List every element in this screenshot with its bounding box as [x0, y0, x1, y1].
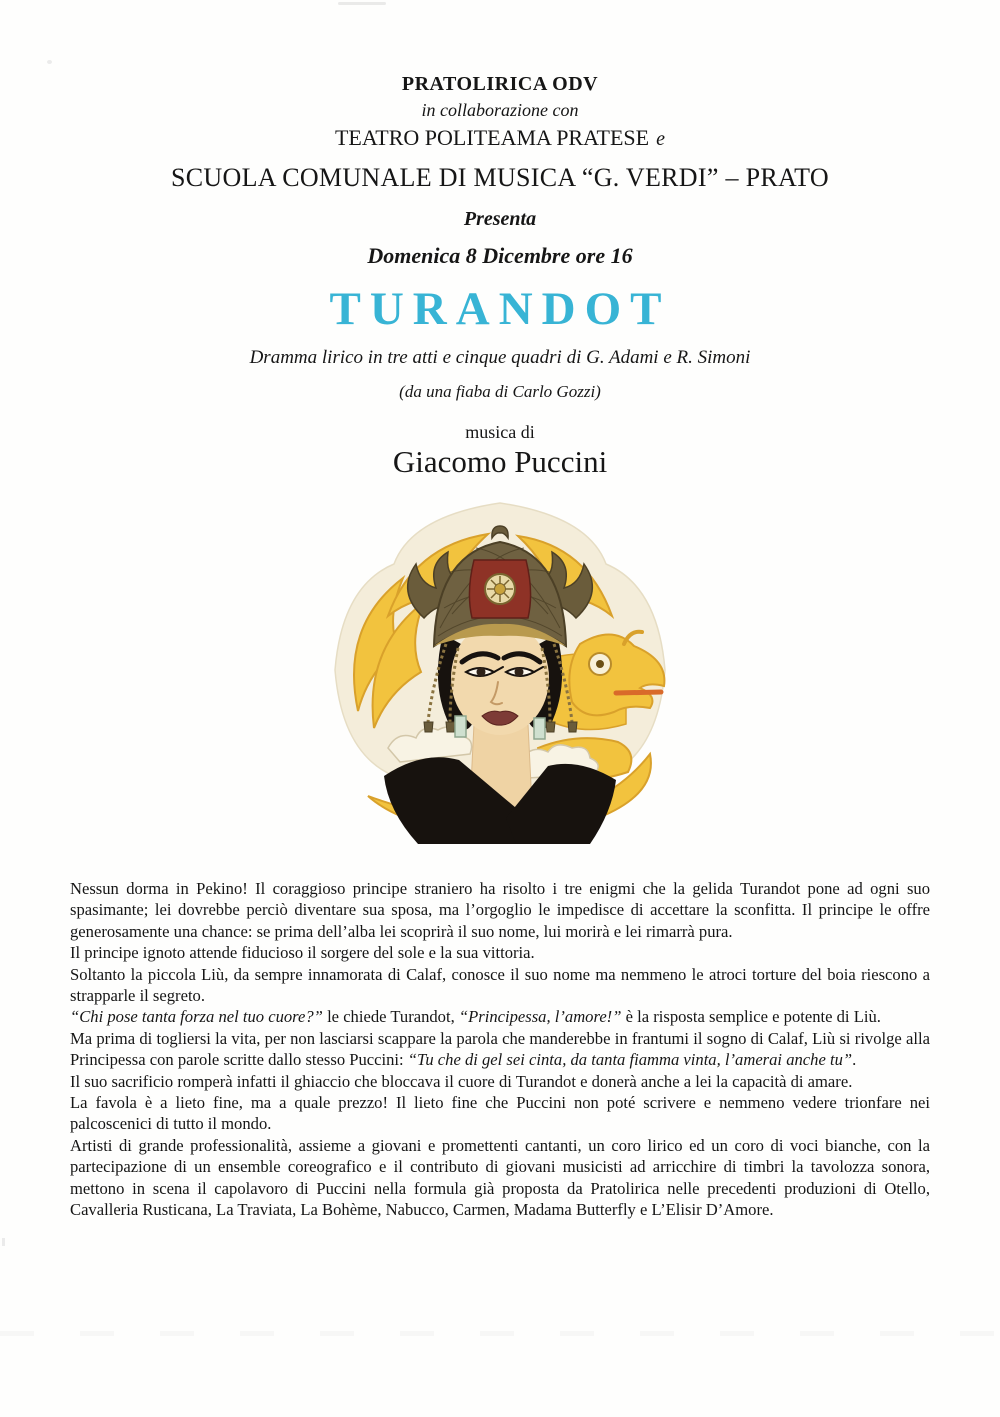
scan-artifact [2, 1238, 5, 1246]
synopsis-text-segment: Ma prima di togliersi la vita, per non lasciarsi scappare la parola che manderebbe in frantumi il sogno di Calaf, Liù si rivolge alla Principessa con parole scritte dallo stesso Puccini: [70, 1028, 930, 1070]
synopsis-paragraph [70, 1135, 930, 1221]
organization-name: PRATOLIRICA ODV [401, 73, 599, 95]
synopsis-text-segment: “Chi pose tanta forza nel tuo cuore?” [70, 1007, 323, 1027]
headdress-medallion [485, 574, 515, 604]
jade-earring-right [534, 718, 545, 739]
composer-name: Giacomo Puccini [392, 444, 608, 479]
synopsis [70, 878, 930, 1221]
partner-conjunction: e [656, 128, 665, 150]
event-date: Domenica 8 Dicembre ore 16 [367, 243, 633, 268]
jade-earring-left [455, 716, 466, 737]
synopsis-paragraph [70, 878, 930, 942]
synopsis-paragraph [70, 1071, 930, 1092]
synopsis-text-segment: Nessun dorma in Pekino! Il coraggioso principe straniero ha risolto i tre enigmi che la gelida Turandot pone ad ogni suo spasimante; lei dovrebbe perciò diventare sua sposa, ma l’orgoglio le impedisce di accettare la sconfitta. Il principe le offre generosamente una chance: se prima dell’alba lei scoprirà il suo nome, lui morirà e lei rimarrà pura. [70, 879, 930, 941]
synopsis-text-segment: le chiede Turandot, [322, 1007, 459, 1027]
partner-theatre: TEATRO POLITEAMA PRATESE [334, 125, 650, 150]
music-by-label: musica di [465, 422, 535, 442]
synopsis-text-segment: . [852, 1050, 857, 1070]
synopsis-paragraph [70, 942, 930, 963]
synopsis-text-segment: Il principe ignoto attende fiducioso il sorgere del sole e la sua vittoria. [70, 943, 535, 963]
synopsis-paragraph [70, 964, 930, 1007]
synopsis-text-segment: “Tu che di gel sei cinta, da tanta fiamma vinta, l’amerai anche tu” [407, 1050, 853, 1070]
synopsis-text-segment: Soltanto la piccola Liù, da sempre innamorata di Calaf, conosce il suo nome ma nemmeno le atroci torture del boia riescono a strapparle il segreto. [70, 964, 930, 1006]
synopsis-paragraph [70, 1006, 930, 1027]
partner-music-school: SCUOLA COMUNALE DI MUSICA “G. VERDI” – PRATO [171, 163, 829, 192]
presents-label: Presenta [463, 208, 537, 230]
opera-source-note: (da una fiaba di Carlo Gozzi) [399, 382, 601, 401]
scan-artifact [0, 1331, 1000, 1336]
synopsis-text-segment: Il suo sacrificio romperà infatti il ghiaccio che bloccava il cuore di Turandot e donerà anche a lei la capacità di amare. [70, 1071, 853, 1091]
synopsis-text-segment: Artisti di grande professionalità, assieme a giovani e promettenti cantanti, un coro lirico ed un coro di voci bianche, con la partecipazione di un ensemble coreografico e il contributo di giovani musicisti ad arricchire di timbri la tavolozza sonora, mettono in scena il capolavoro di Puccini nella formula già proposta da Pratolirica nelle precedenti produzioni di Otello, Cavalleria Rusticana, La Traviata, La Bohème, Nabucco, Carmen, Madama Butterfly e L’Elisir D’Amore. [70, 1135, 930, 1220]
flyer-header [0, 0, 1000, 269]
opera-subtitle: Dramma lirico in tre atti e cinque quadri di G. Adami e R. Simoni [249, 347, 751, 368]
synopsis-text-segment: è la risposta semplice e potente di Liù. [621, 1007, 881, 1027]
synopsis-text-segment: “Principessa, l’amore!” [458, 1007, 622, 1027]
synopsis-paragraph [70, 1028, 930, 1071]
turandot-illustration-svg [328, 496, 672, 844]
turandot-illustration [328, 496, 672, 844]
partner-theatre-line [0, 124, 1000, 153]
collaboration-note: in collaborazione con [421, 100, 579, 120]
synopsis-text-segment: La favola è a lieto fine, ma a quale prezzo! Il lieto fine che Puccini non poté scrivere e nemmeno vedere trionfare nei palcoscenici di tutto il mondo. [70, 1093, 930, 1134]
opera-title: TURANDOT [329, 283, 671, 335]
synopsis-paragraph [70, 1092, 930, 1135]
